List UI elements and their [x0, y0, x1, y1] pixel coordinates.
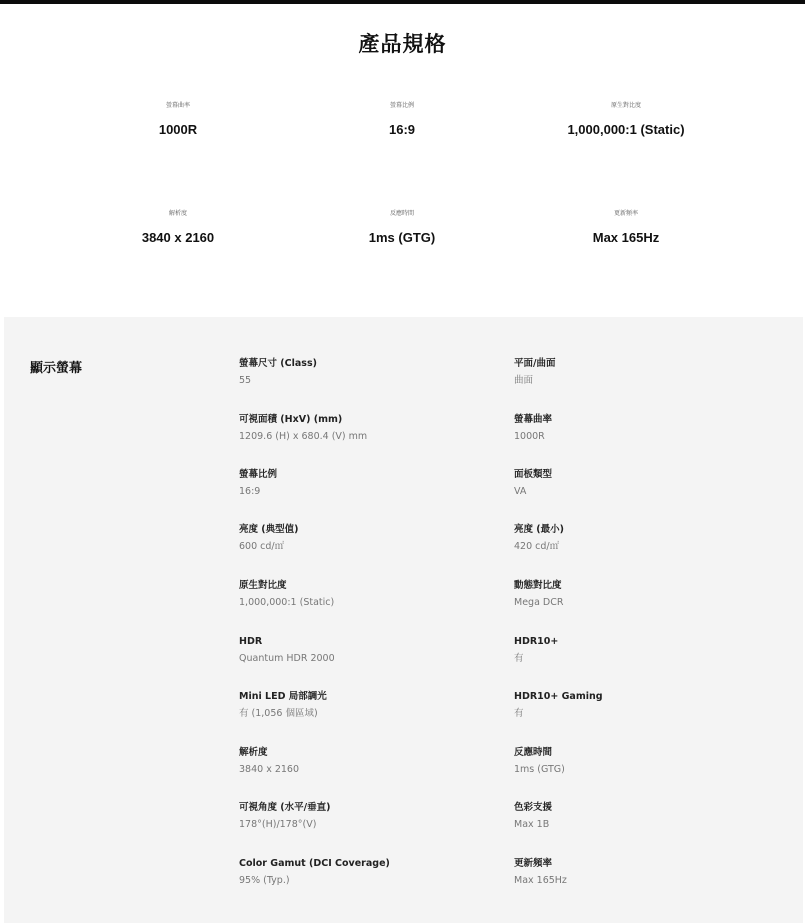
- top-divider-bar: [0, 0, 805, 4]
- spec-item: [514, 358, 764, 387]
- spec-value: 600 cd/㎡: [239, 541, 285, 552]
- spec-name: 更新頻率: [514, 858, 553, 869]
- spec-value: 曲面: [514, 375, 534, 386]
- spec-name: 亮度 (典型值): [239, 524, 299, 535]
- spec-name: HDR10+: [514, 636, 559, 647]
- spec-value: 1ms (GTG): [514, 764, 565, 775]
- spec-name: 可視面積 (HxV) (mm): [239, 414, 343, 425]
- spec-item: [514, 858, 764, 887]
- spec-item: [239, 691, 489, 720]
- spec-name: HDR10+ Gaming: [514, 691, 603, 702]
- spec-value: 有: [514, 653, 524, 664]
- spec-item: [514, 636, 764, 665]
- spec-name: 色彩支援: [514, 802, 553, 813]
- highlight-label: 原生對比度: [610, 102, 641, 109]
- spec-value: Max 1B: [514, 819, 550, 830]
- spec-value: 16:9: [239, 486, 261, 497]
- spec-name: 原生對比度: [239, 580, 287, 591]
- spec-name: HDR: [239, 636, 263, 647]
- spec-value: 178°(H)/178°(V): [239, 819, 317, 830]
- spec-value: 95% (Typ.): [239, 875, 290, 886]
- spec-name: 面板類型: [514, 469, 553, 480]
- spec-name: 平面/曲面: [514, 358, 556, 369]
- spec-value: Mega DCR: [514, 597, 564, 608]
- highlight-refresh-rate: [496, 210, 756, 245]
- spec-name: 可視角度 (水平/垂直): [239, 802, 331, 813]
- highlight-value: 3840 x 2160: [141, 230, 215, 245]
- spec-item: [514, 524, 764, 553]
- highlight-value: 16:9: [388, 122, 416, 137]
- spec-item: [239, 358, 489, 387]
- spec-item: [239, 580, 489, 609]
- spec-name: 解析度: [239, 747, 268, 758]
- spec-item: [239, 636, 489, 665]
- spec-name: 亮度 (最小): [514, 524, 564, 535]
- spec-value: VA: [514, 486, 527, 497]
- highlight-curvature: [48, 102, 308, 137]
- highlight-contrast-ratio: [496, 102, 756, 137]
- spec-item: [239, 414, 489, 443]
- spec-item: [239, 747, 489, 776]
- spec-value: 55: [239, 375, 252, 386]
- highlight-label: 螢幕比例: [389, 102, 414, 109]
- spec-section: [4, 317, 803, 923]
- spec-name: Mini LED 局部調光: [239, 691, 327, 702]
- spec-item: [514, 802, 764, 831]
- spec-name: 動態對比度: [514, 580, 562, 591]
- spec-name: 螢幕比例: [239, 469, 278, 480]
- highlight-label: 解析度: [168, 210, 187, 217]
- spec-value: 1,000,000:1 (Static): [239, 597, 335, 608]
- highlight-label: 反應時間: [389, 210, 414, 217]
- spec-value: 420 cd/㎡: [514, 541, 560, 552]
- highlight-aspect-ratio: [272, 102, 532, 137]
- spec-item: [239, 469, 489, 498]
- spec-item: [239, 858, 489, 887]
- spec-item: [239, 802, 489, 831]
- spec-category-title: 顯示螢幕: [30, 361, 83, 376]
- spec-item: [514, 691, 764, 720]
- highlight-value: 1,000,000:1 (Static): [567, 122, 685, 137]
- spec-name: 反應時間: [514, 747, 553, 758]
- highlight-resolution: [48, 210, 308, 245]
- spec-item: [514, 747, 764, 776]
- spec-value: Max 165Hz: [514, 875, 567, 886]
- spec-item: [514, 414, 764, 443]
- highlight-label: 更新頻率: [613, 210, 638, 217]
- spec-item: [514, 469, 764, 498]
- spec-value: 3840 x 2160: [239, 764, 300, 775]
- spec-name: 螢幕曲率: [514, 414, 553, 425]
- highlight-label: 螢幕曲率: [165, 102, 190, 109]
- spec-value: Quantum HDR 2000: [239, 653, 335, 664]
- spec-value: 有: [514, 708, 524, 719]
- spec-value: 有 (1,056 個區域): [239, 708, 318, 719]
- highlight-value: Max 165Hz: [592, 230, 660, 245]
- spec-item: [514, 580, 764, 609]
- page-title: 產品規格: [358, 32, 447, 56]
- spec-value: 1209.6 (H) x 680.4 (V) mm: [239, 431, 368, 442]
- spec-item: [239, 524, 489, 553]
- highlight-value: 1000R: [158, 122, 198, 137]
- spec-value: 1000R: [514, 431, 545, 442]
- highlight-value: 1ms (GTG): [368, 230, 436, 245]
- spec-name: 螢幕尺寸 (Class): [239, 358, 317, 369]
- highlight-response-time: [272, 210, 532, 245]
- spec-name: Color Gamut (DCI Coverage): [239, 858, 390, 869]
